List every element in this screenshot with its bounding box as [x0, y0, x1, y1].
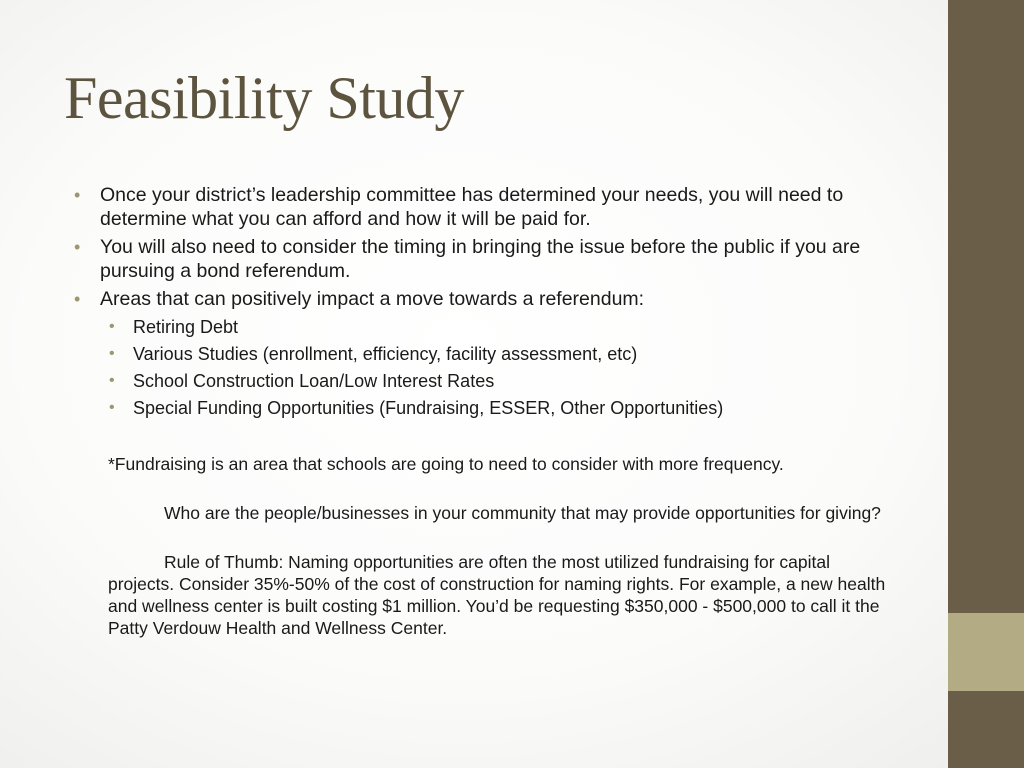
- sub-bullet-item: • Special Funding Opportunities (Fundraising, ESSER, Other Opportunities): [133, 397, 913, 419]
- sub-bullet-item: • Retiring Debt: [133, 316, 913, 338]
- bullet-item: • Areas that can positively impact a move towards a referendum:: [100, 287, 900, 311]
- bullet-item: • Once your district’s leadership committee has determined your needs, you will need to determine what you can afford and how it will be paid for.: [100, 183, 900, 231]
- note-paragraph: [108, 551, 898, 639]
- note-text: Who are the people/businesses in your community that may provide opportunities for giving?: [164, 503, 881, 523]
- side-bar-accent: [948, 613, 1024, 691]
- bullet-item: • You will also need to consider the timing in bringing the issue before the public if you are pursuing a bond referendum.: [100, 235, 900, 283]
- slide-title: Feasibility Study: [64, 65, 464, 131]
- sub-bullet-item: • Various Studies (enrollment, efficiency, facility assessment, etc): [133, 343, 913, 365]
- note-paragraph: [108, 502, 898, 524]
- sub-bullet-item: • School Construction Loan/Low Interest Rates: [133, 370, 913, 392]
- note-paragraph: *Fundraising is an area that schools are going to need to consider with more frequency.: [108, 454, 784, 474]
- note-text: Rule of Thumb: Naming opportunities are often the most utilized fundraising for capital projects. Consider 35%-50% of the cost of construction for naming rights. For example, a new health and wellness center is built costing $1 million. You’d be requesting $350,000 - $500,000 to call it the Patty Verdouw Health and Wellness Center.: [108, 552, 886, 638]
